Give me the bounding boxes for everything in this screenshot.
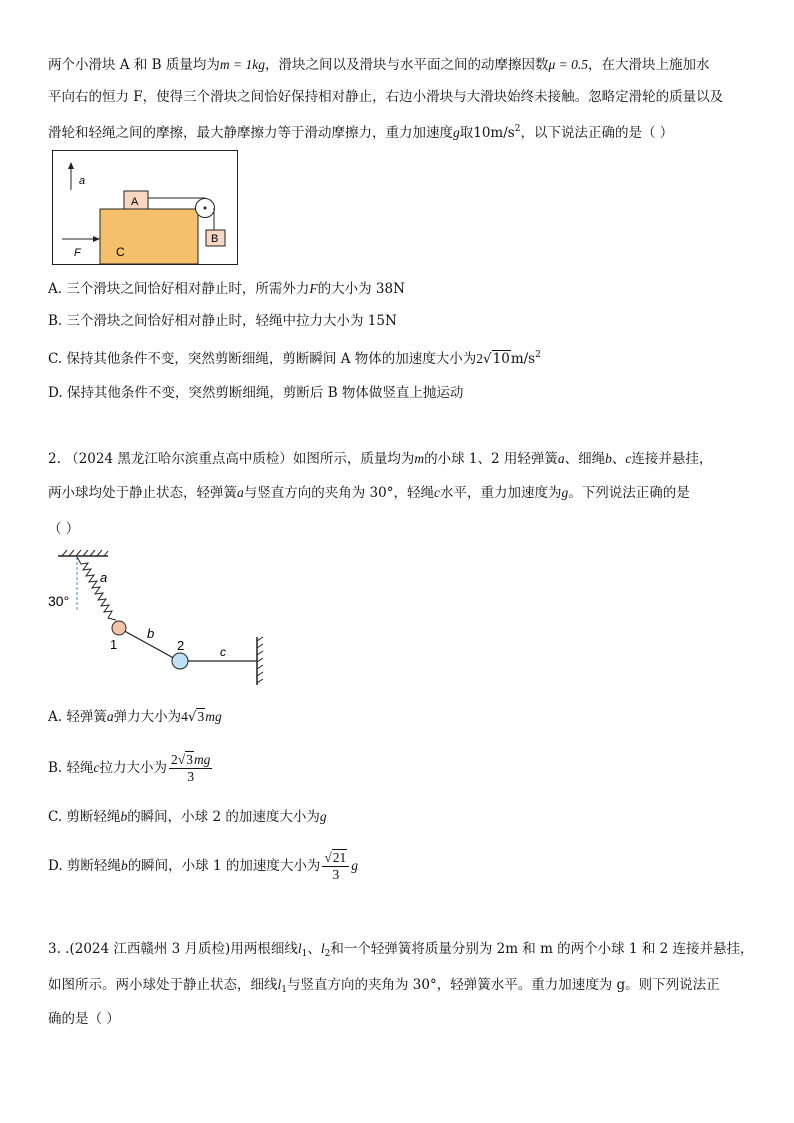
q1-option-a[interactable]: [48, 280, 405, 298]
rope-c-symbol: c: [625, 451, 632, 466]
force-symbol: F: [309, 281, 318, 296]
unit-exponent: 2: [535, 350, 541, 360]
subscript: 1: [281, 985, 287, 995]
wall-hatch: [257, 637, 263, 683]
q1-stem-text: 两个小滑块 A 和 B 质量均为: [48, 57, 220, 73]
ball-1: [112, 621, 126, 635]
option-text: 拉力大小为: [99, 760, 168, 776]
rope-b-symbol: b: [605, 451, 612, 466]
acceleration-arrowhead: [68, 162, 74, 169]
sqrt-sign: √: [187, 709, 197, 725]
spring-label: a: [100, 570, 108, 585]
pulley-axle: [204, 207, 207, 210]
fraction: [169, 752, 212, 785]
block-c: [100, 209, 198, 264]
q1-option-b[interactable]: B. 三个滑块之间恰好相对静止时，轻绳中拉力大小为 15N: [48, 313, 397, 329]
q2-stem-text: 。下列说法正确的是: [568, 485, 690, 501]
spring-symbol: a: [557, 451, 565, 466]
mass-value: m = 1kg: [219, 57, 265, 72]
radicand: 21: [332, 850, 347, 865]
option-text: 的瞬间，小球 1 的加速度大小为: [127, 858, 321, 874]
q2-stem-text: 的小球 1、2 用轻弹簧: [424, 451, 558, 467]
option-text: 的大小为 38N: [317, 281, 405, 297]
q1-stem-line-2: 平向右的恒力 F，使得三个滑块之间恰好保持相对静止，右边小滑块与大滑块始终未接触。忽略定滑轮的质量以及: [48, 89, 724, 105]
rope-b-label: b: [147, 626, 155, 641]
q2-stem-text: 水平，重力加速度为: [439, 485, 562, 501]
q2-option-a[interactable]: [48, 708, 222, 726]
q1-stem-text: ，滑块之间以及滑块与水平面之间的动摩擦因数: [264, 57, 549, 73]
q2-stem-text: 2. （2024 黑龙江哈尔滨重点高中质检）如图所示，质量均为: [48, 451, 415, 467]
mass-symbol: m: [414, 451, 425, 466]
q3-stem-line-2: [48, 976, 720, 999]
q1-stem-line-1: [48, 56, 709, 74]
gravity-symbol: g: [319, 809, 327, 824]
spring-symbol: a: [106, 709, 114, 724]
friction-coefficient: μ = 0.5: [548, 57, 588, 72]
coefficient: 4: [181, 709, 188, 724]
line-symbol: l: [277, 977, 282, 992]
q2-stem-text: 、: [611, 451, 626, 467]
fraction-numerator: [322, 850, 349, 867]
gravity-value: 10m/s: [473, 125, 515, 141]
block-a-label: A: [131, 196, 139, 208]
q2-stem-line-1: [48, 450, 712, 468]
q2-stem-text: 连接并悬挂，: [631, 451, 713, 467]
acceleration-label: a: [79, 175, 86, 187]
option-text: 的瞬间，小球 2 的加速度大小为: [127, 809, 320, 825]
angle-label: 30°: [48, 593, 70, 609]
q3-stem-text: 如图所示。两小球处于静止状态，细线: [48, 977, 278, 993]
option-text: A. 轻弹簧: [48, 709, 107, 725]
fraction-denominator: 3: [187, 769, 195, 784]
spring-symbol: a: [237, 485, 244, 500]
option-text: B. 轻绳: [48, 760, 94, 776]
q3-stem-text: 与竖直方向的夹角为 30°，轻弹簧水平。重力加速度为 g。则下列说法正: [287, 977, 720, 993]
q2-option-d[interactable]: [48, 850, 358, 883]
q3-stem-line-1: 3. .(2024 江西赣州 3 月质检)用两根细线$l_1$、$l_2$和一个轻弹簧将质量分别为 2m 和 m 的两个小球 1 和 2 连接并悬挂，: [48, 941, 754, 959]
mg-symbol: mg: [193, 752, 211, 767]
gravity-symbol: g: [351, 858, 359, 873]
line-symbol: l: [297, 941, 302, 956]
q2-stem-text: 、细绳: [564, 451, 606, 467]
option-text: 弹力大小为: [113, 709, 182, 725]
q1-option-d[interactable]: D. 保持其他条件不变，突然剪断细绳，剪断后 B 物体做竖直上抛运动: [48, 385, 464, 401]
q1-stem-text: ，以下说法正确的是（ ）: [520, 125, 674, 141]
radicand: 10: [492, 351, 510, 367]
fraction-denominator: 3: [332, 867, 340, 882]
q1-figure: [52, 150, 238, 265]
q1-option-c[interactable]: [48, 346, 541, 368]
q3-stem-text: 3. .(2024 江西赣州 3 月质检)用两根细线: [48, 941, 298, 957]
spring-a: [77, 557, 116, 620]
radicand: 3: [197, 709, 205, 724]
force-arrowhead: [93, 236, 100, 242]
rope-b-symbol: b: [120, 809, 128, 824]
option-text: C. 剪断轻绳: [48, 809, 121, 825]
rope-c-symbol: c: [93, 760, 100, 775]
ceiling-hatch: [62, 550, 108, 556]
sqrt-sign: √: [483, 351, 492, 367]
q1-stem-line-3: [48, 120, 673, 142]
sqrt-sign: √: [177, 752, 186, 767]
q1-stem-text: 取: [459, 125, 474, 141]
subscript: 2: [324, 949, 331, 959]
q3-stem-text: 、: [307, 941, 321, 957]
option-text: A. 三个滑块之间恰好相对静止时，所需外力: [48, 281, 310, 297]
q1-stem-text: ，在大滑块上施加水: [587, 57, 710, 73]
rope-c-symbol: c: [433, 485, 440, 500]
fraction-numerator: [169, 752, 212, 769]
option-text: D. 剪断轻绳: [48, 858, 121, 874]
ball-2-label: 2: [177, 638, 185, 653]
q2-option-b[interactable]: [48, 752, 214, 785]
gravity-symbol: g: [561, 485, 569, 500]
rope-c-label: c: [220, 645, 226, 659]
force-label: F: [74, 247, 81, 259]
q2-figure: [44, 548, 270, 690]
fraction: [322, 850, 349, 883]
coefficient: 2: [171, 752, 178, 767]
sqrt-sign: √: [324, 850, 332, 865]
rope-b-symbol: b: [120, 858, 128, 873]
subscript: 1: [301, 949, 308, 959]
option-text: C. 保持其他条件不变，突然剪断细绳，剪断瞬间 A 物体的加速度大小为: [48, 351, 477, 367]
q1-stem-text: 滑轮和轻绳之间的摩擦，最大静摩擦力等于滑动摩擦力，重力加速度: [48, 125, 453, 141]
ball-1-label: 1: [110, 637, 118, 652]
coefficient: 2: [476, 351, 484, 366]
ball-2: [172, 653, 188, 669]
q3-stem-text: 和一个轻弹簧将质量分别为 2m 和 m 的两个小球 1 和 2 连接并悬挂，: [330, 941, 754, 957]
block-c-label: C: [116, 245, 125, 259]
q2-stem-text: 与竖直方向的夹角为 30°，轻绳: [243, 485, 434, 501]
block-b-label: B: [211, 233, 219, 245]
radicand: 3: [186, 752, 193, 767]
mg-symbol: mg: [205, 709, 222, 724]
q2-stem-line-2: [48, 484, 690, 502]
unit: m/s: [510, 351, 536, 367]
q2-stem-line-3: （ ）: [48, 521, 80, 537]
q2-stem-text: 两小球均处于静止状态，轻弹簧: [48, 485, 237, 501]
gravity-exponent: 2: [514, 124, 521, 134]
q3-stem-line-3: 确的是（ ）: [48, 1011, 120, 1027]
q2-option-c[interactable]: [48, 808, 327, 826]
gravity-symbol: g: [453, 125, 460, 140]
